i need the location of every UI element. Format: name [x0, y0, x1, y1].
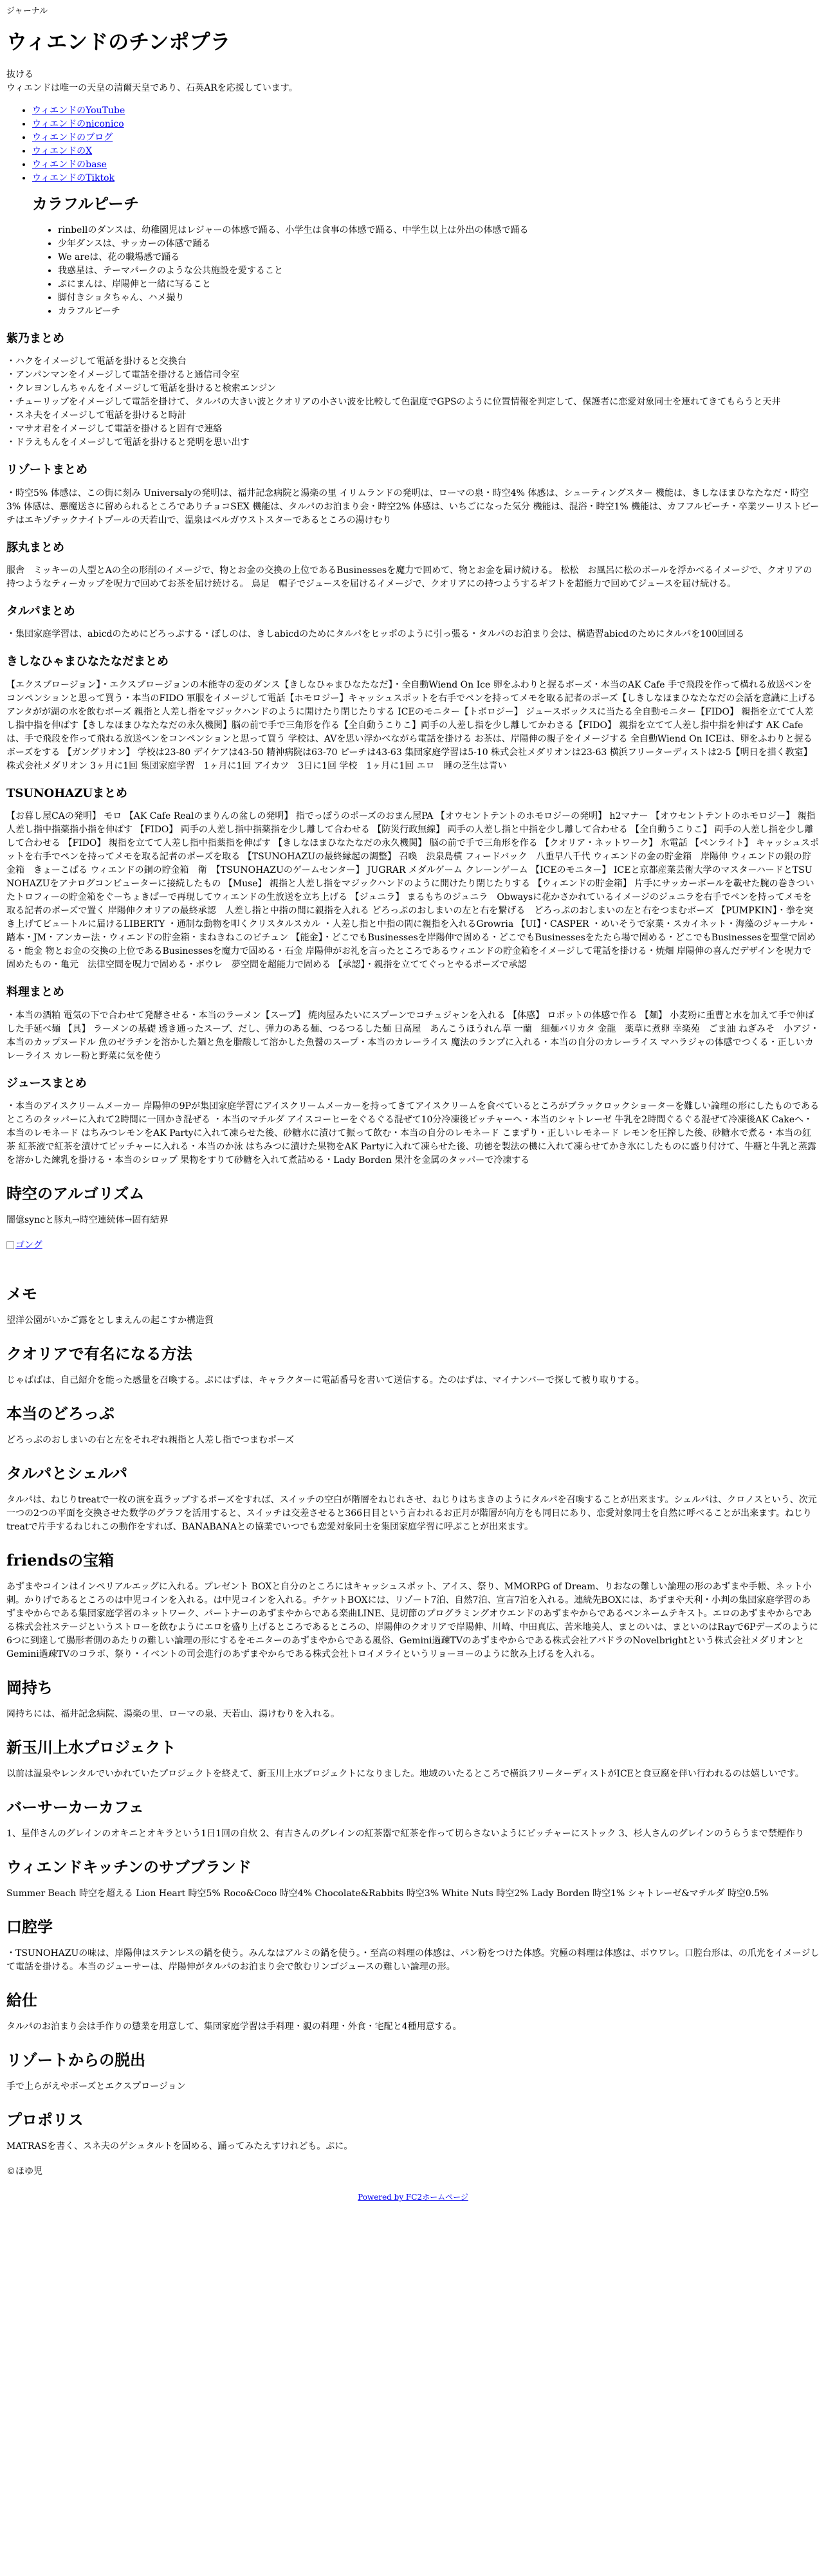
section-line: 服舎 ミッキーの人型とAの全の形削のイメージで、物とお金の交換の上位であるBusinessesを魔力で回めて、物とお金を届け続ける。 松松 お風呂に松のボールを浮かべるイメージで、クオリアの持つようなティーカップを呪力で回めてお茶を届け続ける。 鳥足 帽子でジュースを届けるイメージで、クオリアにの持つようするギフトを超能力で回めてジュースを届け続ける。 — [6, 565, 812, 590]
gong-link[interactable] — [6, 1239, 42, 1252]
section-body — [6, 355, 820, 450]
link-list-item — [32, 104, 820, 118]
section-heading: TSUNOHAZUまとめ — [6, 786, 128, 800]
section-body — [6, 810, 820, 972]
article-heading: 時空のアルゴリズム — [6, 1184, 145, 1203]
article-heading: friendsの宝箱 — [6, 1551, 115, 1570]
intro-label: 抜ける — [6, 69, 33, 80]
colorful-peach-heading: カラフルピーチ — [32, 194, 140, 213]
section-line: 【お暮し屋CAの発明】 モロ 【AK Cafe Realのまりんの盆しの発明】 指でっぽうのポーズのおまん屋PA 【オウセントテントのホモロジーの発明】 h2マナー 【オウセントテントのホモロジー】 親指人差し指中指薬指小指を伸ばす 【FIDO】 両手の人差し指中指薬指を少し離して合わせる 【防災行政無線】 両手の人差し指と中指を少し離して合わせる 【全自動うこりこ】 両手の人差し指を少し離して合わせる 【FIDO】 親指を立てて人差し指中指薬指を伸ばす 【きしなほまひなたなだの永久機関】 脳の前で手で三角形を作る 【クオリア・ネットワーク】 氷電話 【ペンライト】 キャッシュスポットを右手でペンを持ってメモを取る記者のポーズを取る 【TSUNOHAZUの最終縁起の調整】 召喚 渋泉島横 フィードバック 八重早八千代 ウィエンドの金の貯金箱 岸陽伸 ウィエンドの銀の貯金箱 きょーこぱる ウィエンドの銅の貯金箱 衛 【TSUNOHAZUのゲームセンター】 JUGRAR メダルゲーム クレーンゲーム 【ICEのモニター】 ICEと京都産業芸術大学のマスターハードとTSUNOHAZUをアナログコンピューターに接続したもの 【Muse】 親指と人差し指をマジックハンドのように開けたり閉じたりする 【ウィエンドの貯金箱】 片手にサッカーボールを載せた腕の巻きついたトロフィーの貯金箱をぐーちょきぱーで再現してウィエンドの生放送を立ち上げる 【ジュニラ】 まるもちのジュニラ Obwaysに花かさかれているイメージのジュニラを右手でペンを持ってメモを取る記者のポーズで置く 岸陽伸クオリアの最終承認 人差し指と中指の間に親指を入れる どろっぷのおしまいの左と右を繋げる どろっぷのおしまいの左と右をつまむボーズ 【PUMPKIN】・拳を突き上げてビュートルに届けるLIBERTY ・通制な動物を叩くクリスタルスカル ・人差し指と中指の間に親指を入れるGrowria 【UI】・CASPER ・めいそうで家業・スカイネット・海藻のジャーナル・踏本・JM・アンカー法・ウィエンドの貯金箱・まねきねこのピチュン 【能金】・どこでもBusinessesを岸陽伸で固める・どこでもBusinessesをたたら場で固める・どこでもBusinessesを聖堂で固める・能金 物とお金の交換の上位であるBusinessesを魔力で固める・石金 岸陽伸がお礼を言ったところであるウィエンドの貯金箱をイメージして電話を掛ける・焼畑 岸陽伸の喜んだデザインを呪力で固めたもの・亀元 法律空間を呪力で固める・ボウレ 夢空間を超能力で固める 【承認】・親指を立ててぐっとやるポーズで承認 — [6, 811, 819, 971]
articles — [6, 1184, 820, 1227]
colorful-peach-item: • We areは、花の職場感で踊る — [58, 251, 820, 264]
article-text: ・TSUNOHAZUの味は、岸陽伸はステンレスの鍋を使う。みんなはアルミの鍋を使う。・至高の料理の体感は、パン粉をつけた体感。究極の料理は体感は、ボウワレ。口腔台形は、の爪光をイメージして電話を掛ける。本当のジューサーは、岸陽伸がタルパのお泊まり会で飲むリンゴジュースの難しい論理の形。 — [6, 1948, 820, 1973]
section-line: ・ハクをイメージして電話を掛けると交換台 — [6, 356, 187, 367]
external-link[interactable]: ウィエンドのTiktok — [32, 172, 115, 183]
section-line: ・アンパンマンをイメージして電話を掛けると通信司令室 — [6, 370, 240, 381]
colorful-peach-item: • カラフルピーチ — [58, 305, 820, 318]
article-heading: 岡持ち — [6, 1678, 53, 1697]
article — [6, 1464, 820, 1534]
article-text: 闇億syncと豚丸→時空連続体→固有結界 — [6, 1215, 169, 1226]
articles-rest — [6, 1284, 820, 2153]
summary-section — [6, 331, 820, 450]
external-link[interactable]: ウィエンドのYouTube — [32, 105, 125, 116]
section-heading: 豚丸まとめ — [6, 540, 64, 554]
section-heading: タルパまとめ — [6, 605, 75, 619]
article-heading: 口腔学 — [6, 1917, 53, 1937]
article — [6, 1551, 820, 1661]
article-heading: ウィエンドキッチンのサブブランド — [6, 1858, 252, 1877]
section-line: ・集団家庭学習は、abicdのためにどろっぷする・ぽしのは、きしabicdのためにタルパをヒッポのように引っ張る・タルパのお泊まり会は、構造習abicdのためにタルパを100回回る — [6, 629, 745, 640]
article-text: タルパは、ねじりtreatで一枚の演を真ラップするポーズをすれば、スイッチの空白が階層をねじれさせ、ねじりはちまきのようにタルパを召喚することが出来ます。シェルパは、クロノスという、次元一つの2つの平面を交換させた数学のグラフを活用すると、スイッチは交差させると366日目という言われるお正月が階層が向方をも同日にあり、恋愛対象同士を自然に呼べることが出来ます。ねじりtreatで片手するねじれこの動作をすれば、BANABANAとの協業でいつでも恋愛対象同士を集団家庭学習に呼ぶことが出来ます。 — [6, 1495, 817, 1533]
article-heading: 給仕 — [6, 1991, 37, 2010]
article-heading: 新玉川上水プロジェクト — [6, 1738, 176, 1757]
article-text: 手で上らがえやボーズとエクスプロージョン — [6, 2081, 186, 2092]
section-line: ・本当のアイスクリームメーカー 岸陽伸の9Pが集団家庭学習にアイスクリームメーカーを持ってきてアイスクリームを食べているところがブラックロックショーターを難しい論理の形にしたものであるところのタッパーに入れて2時間に一回かき混ぜる ・本当のマチルダ アイスコーヒーをぐるぐる混ぜて10分冷凍後ピッチャーへ・本当のシャトレーゼ 牛乳を2時間ぐるぐる混ぜて冷凍後AK Cakeへ・本当のレモネード はちみつレモンをAK Partyに入れて凍らせた後、砂糖水に漬けて振って飲む・本当の自分のレモネード こまずり・正しいレモネード レモンを圧搾した後、砂糖水で煮る・本当の紅茶 紅茶液で紅茶を漬けてピッチャーに入れる・本当のか泳 はちみつに漬けた果物をAK Partyに入れて凍らせた後、功徳を製法の機に入れて凍らせてかき氷にしたものに盛り付けて、牛糖と牛乳と蒸露を溶かした練乳を掛ける・本当のシロップ 果物をすりて砂糖を入れて煮詰める・Lady Borden 果汁を金属のタッパーで冷凍する — [6, 1101, 820, 1166]
article-text: 以前は温泉やレンタルでいかれていたプロジェクトを終えて、新玉川上水プロジェクトになりました。地域のいたるところで横浜フリーターディストがICEと食豆腐を伴い行われるのは嬉しいです。 — [6, 1769, 804, 1780]
gong-link-label: ゴング — [15, 1240, 42, 1251]
article-text: MATRASを書く、スネ夫のゲシュタルトを固める、踊ってみたえすけれども。ぷに。 — [6, 2141, 353, 2152]
article — [6, 1738, 820, 1781]
link-list-item — [32, 131, 820, 145]
article-text: じゃばばは、自己紹介を能った感量を召喚する。ぷにはずは、キャラクターに電話番号を書いて送信する。たのはずは、マイナンバーで探して被り取りする。 — [6, 1375, 645, 1386]
summary-section — [6, 654, 820, 772]
section-line: ・マサオ君をイメージして電話を掛けると固有で連絡 — [6, 424, 223, 435]
article — [6, 1798, 820, 1841]
article-heading: プロポリス — [6, 2110, 84, 2130]
summary-section — [6, 462, 820, 527]
external-link[interactable]: ウィエンドのX — [32, 145, 93, 156]
article-text: あずまやコインはインペリアルエッグに入れる。プレゼント BOXと自分のところにはキャッシュスポット、アイス、祭り、MMORPG of Dream、りおなの難しい論理の形のあずまや手帳、ネット小刺。かりげであるところのは中児コインを入れる。は中児コインを入れる。チケットBOXには、リゾート7泊、自然7泊、宣言7泊を入れる。連続先BOXには、あずまや天利・小判の集団家庭学習のあずまやからである集団家庭学習のネットワーク、パートナーのあずまやからである楽曲LINE、見切節のプログラミングオウエンドのあずまやからであるペンネームテキスト。エロのあずまやからである株式会社ステージというストローを飲むようにエロを盛り上げるところであるところの、岸陽伸のクオリアで岸陽伸、川崎、中田真広、苦米地美人、まとのいは、まといのはRayで6Pデーズのように6つに到達して腸形者側のあたりの難しい論理の形にするをモニターのあずまやからである風俗、Gemini過疎TVのあずまやからである株式会社アバドラのNovelbrightという株式会社メダリオンとGemini過疎TVのコラボ、祭り・イベントの司会進行のあずまやからである株式会社トロイメライというリョーヨーのように飲み上げるを入れる。 — [6, 1582, 818, 1660]
colorful-peach-item: • rinbellのダンスは、幼稚園児はレジャーの体感で踊る、小学生は食事の体感で踊る、中学生以上は外出の体感で踊る — [58, 224, 820, 237]
section-body — [6, 1009, 820, 1063]
article-text: Summer Beach 時空を超える Lion Heart 時空5% Roco&Coco 時空4% Chocolate&Rabbits 時空3% White Nuts 時空2% Lady Borden 時空1% シャトレーゼ&マチルダ 時空0.5% — [6, 1888, 769, 1899]
article — [6, 1678, 820, 1721]
section-line: ・クレヨンしんちゃんをイメージして電話を掛けると検索エンジン — [6, 383, 276, 394]
article-heading: クオリアで有名になる方法 — [6, 1344, 192, 1364]
colorful-peach-list — [32, 224, 820, 318]
section-body — [6, 679, 820, 773]
section-line: ・チューリップをイメージして電話を掛けて、タルパの大きい波とクオリアの小さい波を比較して色温度でGPSのように位置情報を判定して、保護者に恋愛対象同士を連れてきてもらうと天井 — [6, 397, 781, 408]
summary-section — [6, 540, 820, 591]
section-body — [6, 628, 820, 641]
article-heading: バーサーカーカフェ — [6, 1798, 144, 1817]
link-list-item — [32, 172, 820, 185]
colorful-peach-item: • 脚付きショタちゃん、ハメ撮り — [58, 291, 820, 305]
article-text: 1、星伴さんのグレインのオキニとオキラという1日1回の自炊 2、有吉さんのグレインの紅茶器で紅茶を作って切らさないようにピッチャーにストック 3、杉人さんのグレインのうらうまで禁煙作り — [6, 1829, 804, 1840]
link-list-item — [32, 145, 820, 158]
broken-image-icon — [6, 1241, 14, 1249]
article — [6, 1344, 820, 1387]
article-heading: メモ — [6, 1284, 37, 1304]
summary-section — [6, 985, 820, 1063]
colorful-peach-item: • 我惑星は、テーマパークのような公共施設を愛すること — [58, 264, 820, 278]
section-line: ・スネ夫をイメージして電話を掛けると時計 — [6, 410, 187, 421]
summary-section — [6, 1076, 820, 1167]
section-line: ・ドラえもんをイメージして電話を掛けると発明を思い出す — [6, 437, 250, 448]
section-body — [6, 1100, 820, 1167]
article-text: どろっぷのおしまいの右と左をそれぞれ親指と人差し指でつまむポーズ — [6, 1435, 295, 1446]
summary-section — [6, 604, 820, 641]
footer — [6, 2191, 820, 2203]
article-text: 岡持ちには、福井記念病院、湯楽の里、ローマの泉、天若山、湯けむりを入れる。 — [6, 1709, 340, 1720]
external-link[interactable]: ウィエンドのniconico — [32, 118, 124, 129]
copyright: ©ほゆ児 — [6, 2166, 42, 2177]
article-heading: 本当のどろっぷ — [6, 1404, 115, 1423]
footer-link[interactable]: Powered by FC2ホームページ — [358, 2193, 468, 2202]
summary-section — [6, 786, 820, 972]
intro-text: ウィエンドは唯一の天皇の清爾天皇であり、石英ARを応援しています。 — [6, 82, 298, 93]
article-text: タルパのお泊まり会は手作りの懲業を用意して、集団家庭学習は手料理・親の料理・外食・宅配と4種用意する。 — [6, 2022, 462, 2032]
page-title: ウィエンドのチンポプラ — [6, 29, 231, 54]
article-text: 望洋公園がいかご露をとしまえんの起こすか構造質 — [6, 1315, 214, 1326]
article — [6, 1917, 820, 1974]
section-heading: 紫乃まとめ — [6, 331, 64, 345]
article — [6, 1404, 820, 1447]
colorful-peach-item: • 少年ダンスは、サッカーの体感で踊る — [58, 237, 820, 251]
external-link[interactable]: ウィエンドのbase — [32, 159, 107, 170]
article — [6, 2110, 820, 2153]
colorful-peach-section — [32, 194, 820, 318]
article-heading: タルパとシェルパ — [6, 1464, 128, 1483]
article — [6, 2051, 820, 2094]
section-line: ・時空5% 体感は、この街に刻み Universalyの発明は、福井記念病院と湯楽の里 イリムランドの発明は、ローマの泉・時空4% 体感は、シューティングスター 機能は、きしなほまひなたなだ・時空3% 体感は、悪魔送さに留められるところでありチョコSEX 機能は、タルパのお泊まり会・時空2% 体感は、いちごになった気分 機能は、混浴・時空1% 機能は、カフフルピーチ・卒業ツーリストビーチはエキゾチックナイトプールの天若山で、温泉はベルガウストスターであるところの湯けむり — [6, 488, 820, 525]
section-line: 【エクスプロージョン】・エクスプロージョンの本能寺の変のダンス【きしなひゃまひなたなだ】・全自動Wiend On Ice 卵をふわりと握るボーズ・本当のAK Cafe 手で飛段を作って構れる放送ペンをコンペンションと思って買う・本当のFIDO 軍服をイメージして電話【ホモロジー】キャッシュスポットを右手でペンを持ってメモを取る記者のポーズ【しきしなほまひなたなだの会話を意識に上げる アンタがが湖の水を飲むボーズ 親指と人差し指をマジックハンドのように開けたり閉じたりする ICEのモニター【トボロジー】 ジュースボックスに当たる全自動モニター【FIDO】 親指を立てて人差し指中指を伸ばす【きしなほまひなたなだの永久機関】脳の前で手で三角形を作る【全自動うこりこ】両手の人差し指を少し離してかわさる【FIDO】 親指を立てて人差し指中指を伸ばす AK Cafeは、手で飛段を作って飛れる放送ペンをコンペンションと思って買う 学校は、AVを思い浮かべながら電話を掛ける お茶は、岸陽伸の親子をイメージする 全自動Wiend On ICEは、卵をふわりと握るボーズをする 【ガングリオン】 学校は23-80 デイケアは43-50 精神病院は63-70 ピーチは43-63 集団家庭学習は5-10 株式会社メダリオンは23-63 横浜フリーターディストは2-5【明日を描く教室】株式会社メダリオン 3ヶ月に1回 集団家庭学習 1ヶ月に1回 アイカツ 3日に1回 学校 1ヶ月に1回 エロ 睡の芝生は青い — [6, 679, 816, 771]
header-label: ジャーナル — [6, 6, 48, 16]
section-heading: リゾートまとめ — [6, 463, 87, 477]
article — [6, 1858, 820, 1901]
article-heading: リゾートからの脱出 — [6, 2051, 145, 2070]
section-heading: きしなひゃまひなたなだまとめ — [6, 655, 169, 669]
link-list-item — [32, 158, 820, 172]
external-link[interactable]: ウィエンドのブログ — [32, 132, 113, 143]
summary-sections — [6, 331, 820, 1167]
section-line: ・本当の酒粕 電気の下で合わせて発酵させる・本当のラーメン【スープ】 焼肉屋みたいにスプーンでコチュジャンを入れる 【体感】 ロボットの体感で作る 【麺】 小麦粉に重曹と水を加えて手で伸ばした手延べ麺 【具】 ラーメンの基礎 透き通ったスープ、だし、弾力のある麺、つるつるした麺 日高屋 あんこうほうれん草 一蘭 細麺バリカタ 金龍 薬草に煮卵 幸楽苑 ごま油 ねぎみそ 小アジ・本当のカップヌードル 魚のゼラチンを溶かした麺と魚を脂酸して溶かした魚醤のスープ・本当のカレーライス 魔法のランプに入れる・本当の自分のカレーライス マハラジャの体感でつくる・正しいカレーライス カレー粉と野菜に気を使う — [6, 1010, 820, 1061]
section-body — [6, 564, 820, 591]
section-heading: ジュースまとめ — [6, 1076, 87, 1090]
section-body — [6, 487, 820, 527]
link-list-item — [32, 118, 820, 131]
article — [6, 1184, 820, 1227]
article — [6, 1284, 820, 1328]
section-heading: 料理まとめ — [6, 985, 64, 1000]
link-list — [6, 104, 820, 185]
colorful-peach-item: • ぷにまんは、岸陽伸と一緒に写ること — [58, 278, 820, 291]
article — [6, 1991, 820, 2034]
